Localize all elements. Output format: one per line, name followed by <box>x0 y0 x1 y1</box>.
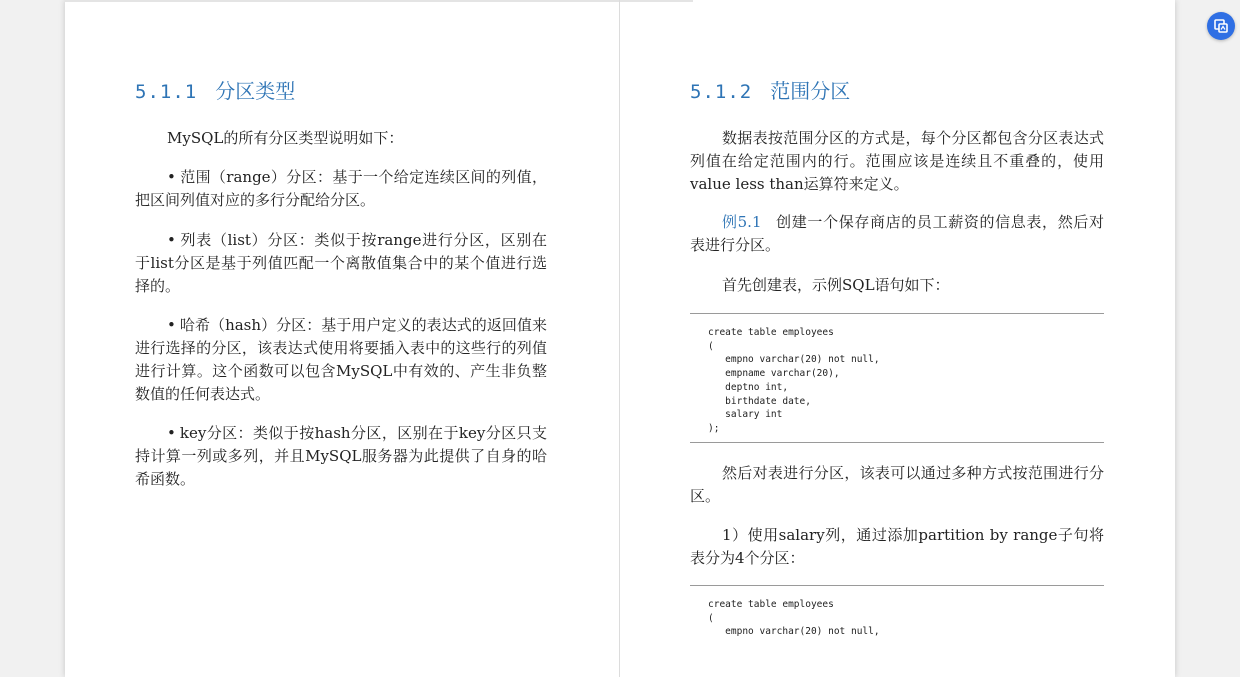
example-label: 例5.1 <box>722 213 762 231</box>
bullet-item-list <box>135 229 547 298</box>
bullet-item-range <box>135 166 547 212</box>
bullet-text: 列表（list）分区：类似于按range进行分区，区别在于list分区是基于列值匹配一个离散值集合中的某个值进行选择的。 <box>135 231 547 295</box>
heading-number: 5.1.2 <box>690 81 753 103</box>
code-line: ( <box>708 612 714 624</box>
heading-number: 5.1.1 <box>135 81 198 103</box>
bullet-dot: • <box>167 424 176 442</box>
section-heading-5-1-1 <box>135 78 295 105</box>
example-paragraph <box>690 211 1104 257</box>
section-heading-5-1-2 <box>690 78 850 105</box>
intro-paragraph: MySQL的所有分区类型说明如下： <box>167 129 404 147</box>
code-line: empname varchar(20), <box>708 368 840 380</box>
create-table-intro: 首先创建表，示例SQL语句如下： <box>722 276 950 294</box>
page-gutter <box>619 0 620 677</box>
range-description-paragraph: 数据表按范围分区的方式是，每个分区都包含分区表达式列值在给定范围内的行。范围应该是连续且不重叠的，使用value less than运算符来定义。 <box>690 129 1104 193</box>
bullet-dot: • <box>167 168 176 186</box>
salary-partition-paragraph: 1）使用salary列，通过添加partition by range子句将表分为4个分区： <box>690 526 1104 567</box>
bullet-text: key分区：类似于按hash分区，区别在于key分区只支持计算一列或多列，并且MySQL服务器为此提供了自身的哈希函数。 <box>135 424 547 488</box>
heading-title: 范围分区 <box>770 79 851 103</box>
example-text: 创建一个保存商店的员工薪资的信息表，然后对表进行分区。 <box>690 213 1104 254</box>
code-line: deptno int, <box>708 381 789 393</box>
bullet-dot: • <box>167 231 176 249</box>
bullet-text: 范围（range）分区：基于一个给定连续区间的列值，把区间列值对应的多行分配给分区。 <box>135 168 547 209</box>
code-line: empno varchar(20) not null, <box>708 354 880 366</box>
right-page <box>690 0 1106 677</box>
code-line: birthdate date, <box>708 395 811 407</box>
code-lines <box>690 314 1104 442</box>
code-line: create table employees <box>708 599 834 610</box>
left-page <box>135 0 547 677</box>
bullet-item-key <box>135 422 547 491</box>
partition-intro-paragraph: 然后对表进行分区，该表可以通过多种方式按范围进行分区。 <box>690 464 1104 505</box>
code-line: create table employees <box>708 327 834 338</box>
bullet-text: 哈希（hash）分区：基于用户定义的表达式的返回值来进行选择的分区，该表达式使用将要插入表中的这些行的列值进行计算。这个函数可以包含MySQL中有效的、产生非负整数值的任何表达式。 <box>135 316 547 403</box>
bullet-dot: • <box>167 316 176 334</box>
code-block-create-table-2 <box>690 585 1104 645</box>
code-line: ( <box>708 340 714 352</box>
code-lines <box>690 586 1104 645</box>
code-line: ); <box>708 422 720 434</box>
code-line: salary int <box>708 409 783 421</box>
heading-title: 分区类型 <box>215 79 296 103</box>
bullet-item-hash <box>135 314 547 406</box>
image-translate-button[interactable] <box>1207 12 1235 40</box>
image-translate-icon <box>1213 18 1229 34</box>
code-line: empno varchar(20) not null, <box>708 626 880 638</box>
code-block-create-table <box>690 313 1104 443</box>
